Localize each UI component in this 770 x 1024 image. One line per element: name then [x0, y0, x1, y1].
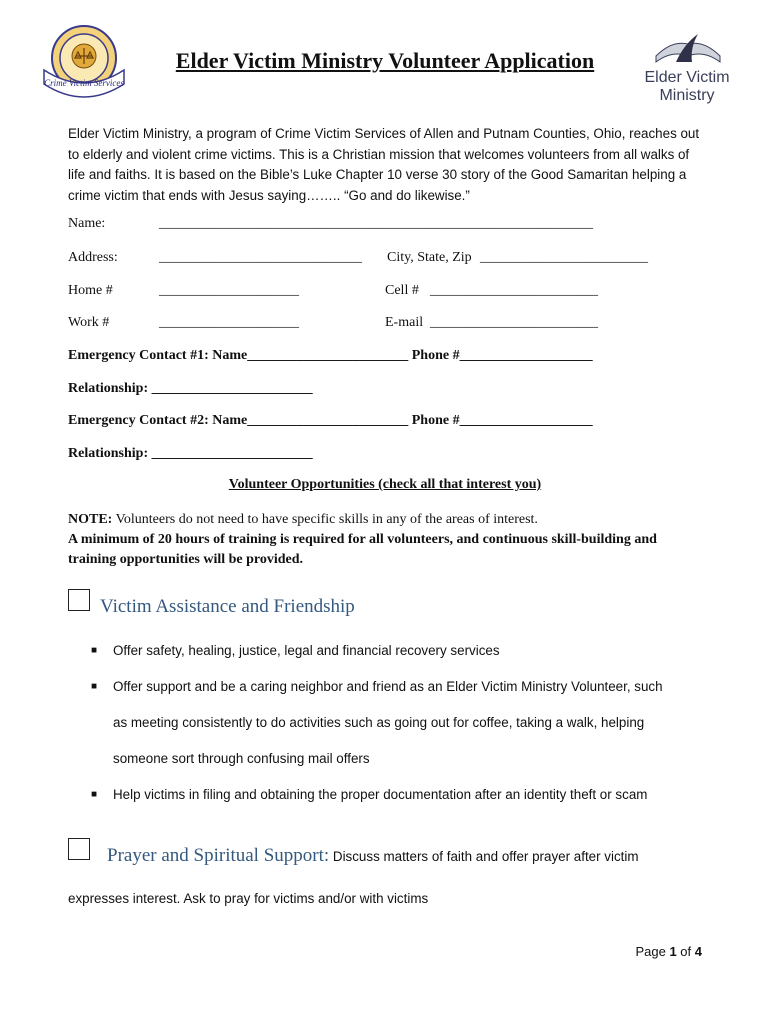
work-phone-label: Work # [68, 315, 110, 330]
training-requirement: A minimum of 20 hours of training is required for all volunteers, and continuous skill-building and training opportunities will be provided. [68, 532, 657, 567]
relationship-2-field[interactable]: Relationship: _______________________ [68, 446, 313, 461]
emergency-contact-1-field[interactable]: Emergency Contact #1: Name_______________________ Phone #___________________ [68, 348, 593, 363]
bullet-icon: ■ [91, 789, 98, 800]
prayer-support-text: Discuss matters of faith and offer prayer after victim [329, 849, 639, 864]
victim-assistance-heading: Victim Assistance and Friendship [100, 596, 355, 617]
opportunities-heading: Volunteer Opportunities (check all that interest you) [228, 477, 542, 492]
relationship-1-field[interactable]: Relationship: _______________________ [68, 381, 313, 396]
list-item: Help victims in filing and obtaining the proper documentation after an identity theft or scam [113, 787, 648, 802]
emergency-contact-2-field[interactable]: Emergency Contact #2: Name_______________________ Phone #___________________ [68, 413, 593, 428]
home-phone-label: Home # [68, 283, 113, 298]
of-word: of [676, 944, 695, 959]
prayer-support-text-continued: expresses interest. Ask to pray for victims and/or with victims [68, 891, 429, 906]
logo-right-line-1: Elder Victim [644, 69, 730, 86]
list-item: Offer support and be a caring neighbor and friend as an Elder Victim Ministry Volunteer, such [113, 679, 663, 694]
name-label: Name: [68, 216, 106, 231]
note-label: NOTE: [68, 512, 113, 527]
list-item-continued: as meeting consistently to do activities such as going out for coffee, taking a walk, helping [113, 715, 645, 730]
address-label: Address: [68, 250, 118, 265]
cell-phone-label: Cell # [385, 283, 419, 298]
home-phone-field[interactable]: ____________________ [159, 283, 299, 298]
name-field[interactable]: ______________________________________________________________ [159, 216, 593, 231]
list-item-continued: someone sort through confusing mail offers [113, 751, 370, 766]
intro-paragraph: Elder Victim Ministry, a program of Crime Victim Services of Allen and Putnam Counties, Ohio, reaches out to elderly and violent crime victims. This is a Christian mission that welcomes volunteers from all walks of life and faiths. It is based on the Bible’s Luke Chapter 10 verse 30 story of the Good Samaritan helping a crime victim that ends with Jesus saying…….. “Go and do likewise.” [68, 126, 700, 203]
prayer-support-checkbox[interactable] [68, 838, 90, 860]
note-text: Volunteers do not need to have specific skills in any of the areas of interest. [112, 512, 538, 527]
logo-left-text: Crime Victim Services [44, 78, 124, 88]
prayer-support-line [107, 845, 639, 867]
list-item: Offer safety, healing, justice, legal and financial recovery services [113, 643, 500, 658]
work-phone-field[interactable]: ____________________ [159, 315, 299, 330]
bullet-icon: ■ [91, 681, 98, 692]
total-pages: 4 [694, 944, 702, 959]
prayer-support-heading: Prayer and Spiritual Support: [107, 845, 330, 866]
city-state-zip-field[interactable]: ________________________ [480, 250, 648, 265]
bullet-icon: ■ [91, 645, 98, 656]
page-title: Elder Victim Ministry Volunteer Application [175, 48, 595, 73]
email-field[interactable]: ________________________ [430, 315, 598, 330]
note-block [68, 510, 708, 570]
address-field[interactable]: _____________________________ [159, 250, 362, 265]
city-state-zip-label: City, State, Zip [387, 250, 472, 265]
email-label: E-mail [385, 315, 424, 330]
page-number [635, 944, 702, 959]
page-word: Page [635, 944, 670, 959]
logo-right-line-2: Ministry [659, 87, 715, 104]
current-page: 1 [669, 944, 677, 959]
cell-phone-field[interactable]: ________________________ [430, 283, 598, 298]
victim-assistance-checkbox[interactable] [68, 589, 90, 611]
